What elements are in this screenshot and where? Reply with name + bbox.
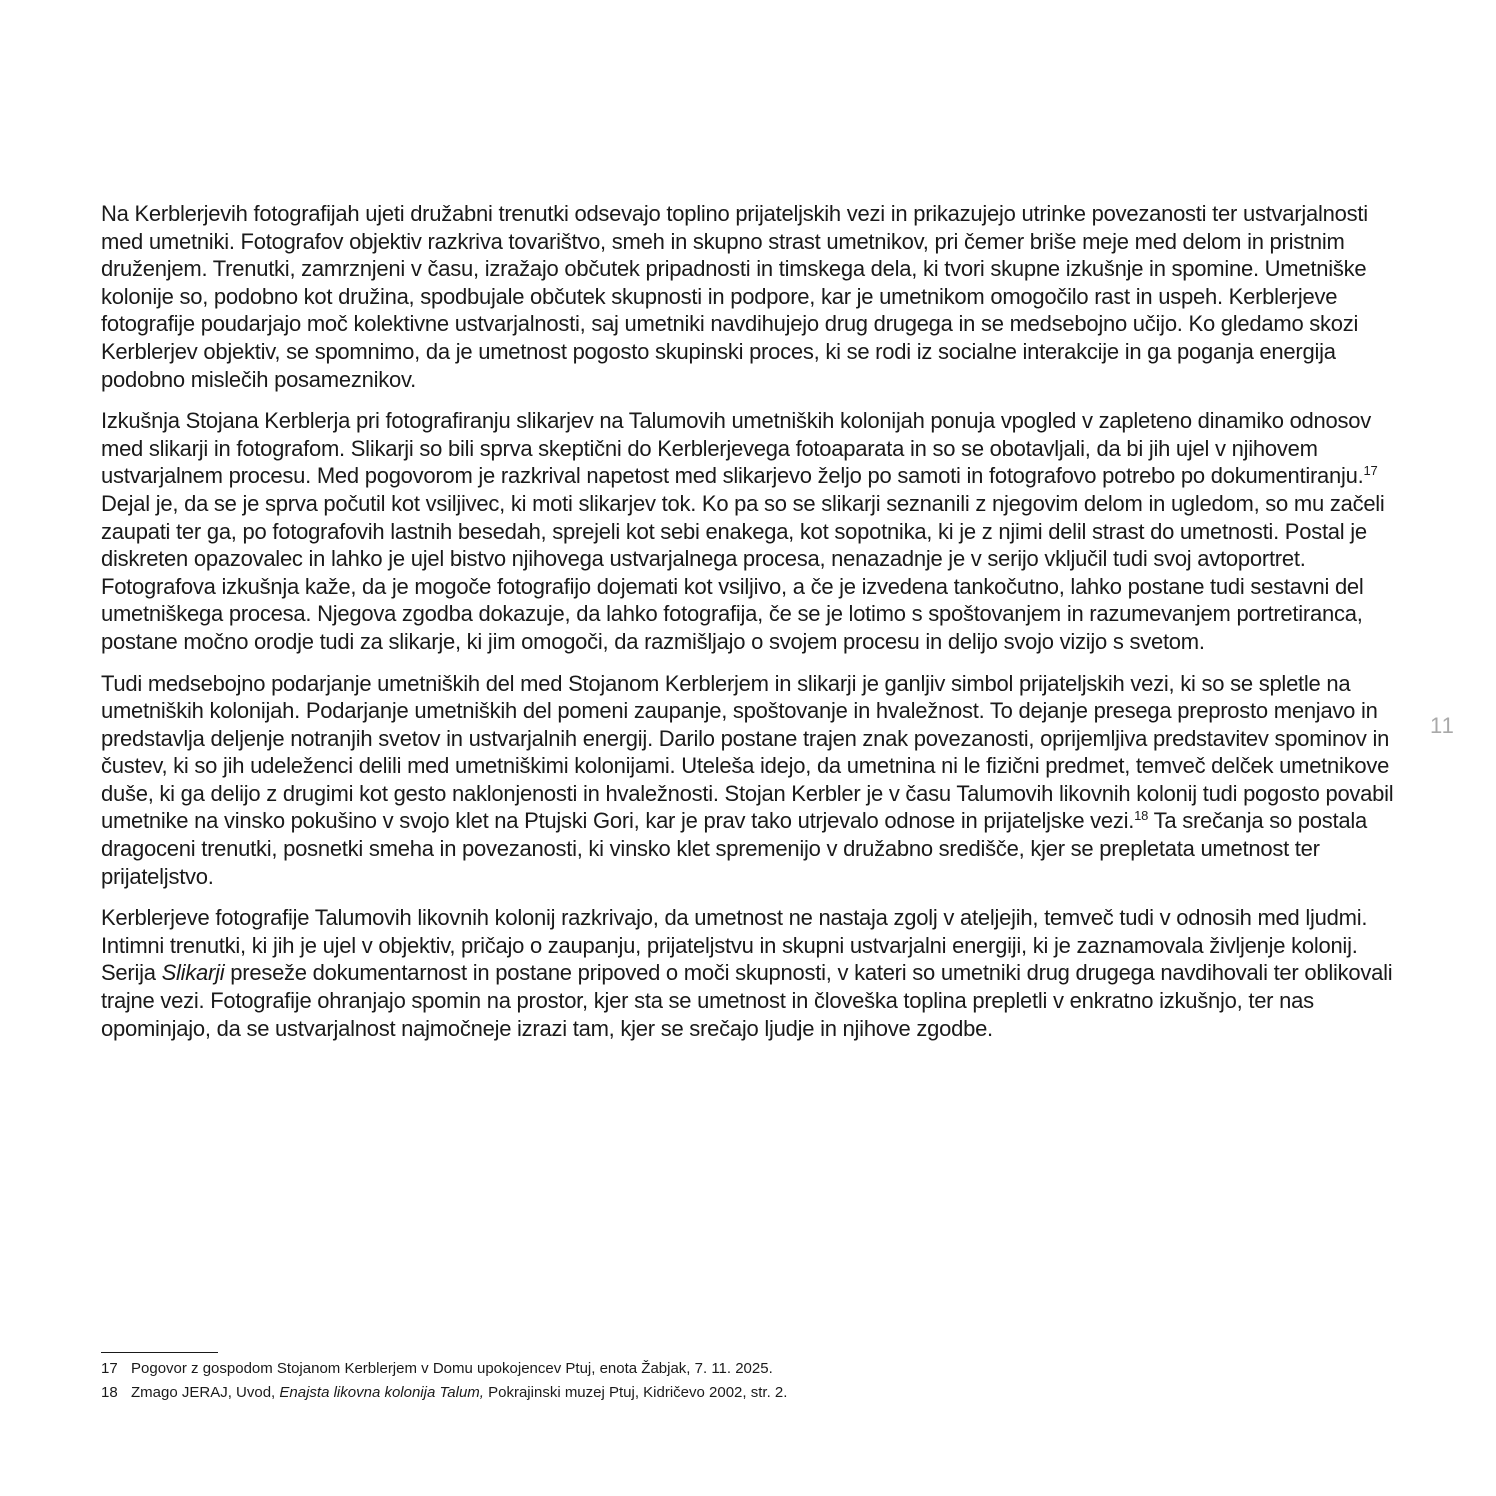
page-number: 11 [1430, 713, 1455, 738]
text-run: Na Kerblerjevih fotografijah ujeti družabni trenutki odsevajo toplino prijateljskih vezi in prikazujejo utrinke povezanosti ter ustvarjalnosti med umetniki. Fotografov objektiv razkriva tovarištvo, smeh in skupno strast umetnikov, pri čemer briše meje med delom in pristnim druženjem. Trenutki, zamrznjeni v času, izražajo občutek pripadnosti in timskega dela, ki tvori skupne izkušnje in spomine. Umetniške kolonije so, podobno kot družina, spodbujale občutek skupnosti in podpore, kar je umetnikom omogočilo rast in uspeh. Kerblerjeve fotografije poudarjajo moč kolektivne ustvarjalnosti, saj umetniki navdihujejo drug drugega in se medsebojno učijo. Ko gledamo skozi Kerblerjev objektiv, se spomnimo, da je umetnost pogosto skupinski proces, ki se rodi iz socialne interakcije in ga poganja energija podobno mislečih posameznikov. [101, 201, 1368, 392]
italic-title: Slikarji [161, 960, 225, 986]
text-run: Ta srečanja so postala dragoceni trenutki, posnetki smeha in povezanosti, ki vinsko klet spremenijo v družabno središče, kjer se prepletata umetnost ter prijateljstvo. [101, 808, 1367, 889]
footnote-number: 17 [101, 1360, 118, 1377]
paragraph [101, 670, 1401, 891]
paragraph [101, 407, 1401, 655]
main-text [101, 200, 1401, 1056]
paragraph [101, 904, 1401, 1042]
footnotes [101, 1357, 1201, 1405]
footnote-number: 18 [101, 1384, 118, 1401]
footnote-18 [101, 1381, 1201, 1405]
footnote-reference: 18 [1134, 808, 1149, 824]
text-run: Dejal je, da se je sprva počutil kot vsiljivec, ki moti slikarjev tok. Ko pa so se slikarji seznanili z njegovim delom in ugledom, so mu začeli zaupati ter ga, po fotografovih lastnih besedah, sprejeli kot sebi enakega, kot sopotnika, ki je z njimi delil strast do umetnosti. Postal je diskreten opazovalec in lahko je ujel bistvo njihovega ustvarjalnega procesa, nenazadnje je v serijo vključil tudi svoj avtoportret. Fotografova izkušnja kaže, da je mogoče fotografijo dojemati kot vsiljivo, a če je izvedena tankočutno, lahko postane tudi sestavni del umetniškega procesa. Njegova zgodba dokazuje, da lahko fotografija, če se je lotimo s spoštovanjem in razumevanjem portretiranca, postane močno orodje tudi za slikarje, ki jim omogoči, da razmišljajo o svojem procesu in delijo svojo vizijo s svetom. [101, 490, 1385, 654]
text-run: Pokrajinski muzej Ptuj, Kidričevo 2002, str. 2. [483, 1384, 788, 1401]
footnote-17 [101, 1357, 1201, 1381]
text-run: Pogovor z gospodom Stojanom Kerblerjem v Domu upokojencev Ptuj, enota Žabjak, 7. 11. 2025. [131, 1360, 773, 1377]
paragraph [101, 200, 1401, 393]
footnote-reference: 17 [1363, 463, 1378, 479]
text-run: Tudi medsebojno podarjanje umetniških del med Stojanom Kerblerjem in slikarji je ganljiv simbol prijateljskih vezi, ki so se spletle na umetniških kolonijah. Podarjanje umetniških del pomeni zaupanje, spoštovanje in hvaležnost. To dejanje presega preprosto menjavo in predstavlja deljenje notranjih svetov in ustvarjalnih energij. Darilo postane trajen znak povezanosti, oprijemljiva predstavitev spominov in čustev, ki so jih udeleženci delili med umetniškimi kolonijami. Uteleša idejo, da umetnina ni le fizični predmet, temveč delček umetnikove duše, ki ga delijo z drugimi kot gesto naklonjenosti in hvaležnosti. Stojan Kerbler je v času Talumovih likovnih kolonij tudi pogosto povabil umetnike na vinsko pokušino v svojo klet na Ptujski Gori, kar je prav tako utrjevalo odnose in prijateljske vezi. [101, 670, 1394, 834]
footnote-divider [101, 1352, 218, 1353]
text-run: Kerblerjeve fotografije Talumovih likovnih kolonij razkrivajo, da umetnost ne nastaja zgolj v ateljejih, temveč tudi v odnosih med ljudmi. Intimni trenutki, ki jih je ujel v objektiv, pričajo o zaupanju, prijateljstvu in skupni ustvarjalni energiji, ki je zaznamovala življenje kolonij. Serija [101, 905, 1368, 986]
italic-title: Enajsta likovna kolonija Talum, [279, 1384, 484, 1401]
text-run: preseže dokumentarnost in postane pripoved o moči skupnosti, v kateri so umetniki drug drugega navdihovali ter oblikovali trajne vezi. Fotografije ohranjajo spomin na prostor, kjer sta se umetnost in človeška toplina prepletli v enkratno izkušnjo, ter nas opominjajo, da se ustvarjalnost najmočneje izrazi tam, kjer se srečajo ljudje in njihove zgodbe. [101, 960, 1393, 1041]
text-run: Zmago JERAJ, Uvod, [131, 1384, 280, 1401]
text-run: Izkušnja Stojana Kerblerja pri fotografiranju slikarjev na Talumovih umetniških kolonijah ponuja vpogled v zapleteno dinamiko odnosov med slikarji in fotografom. Slikarji so bili sprva skeptični do Kerblerjevega fotoaparata in so se obotavljali, da bi jih ujel v njihovem ustvarjalnem procesu. Med pogovorom je razkrival napetost med slikarjevo željo po samoti in fotografovo potrebo po dokumentiranju. [101, 408, 1371, 489]
